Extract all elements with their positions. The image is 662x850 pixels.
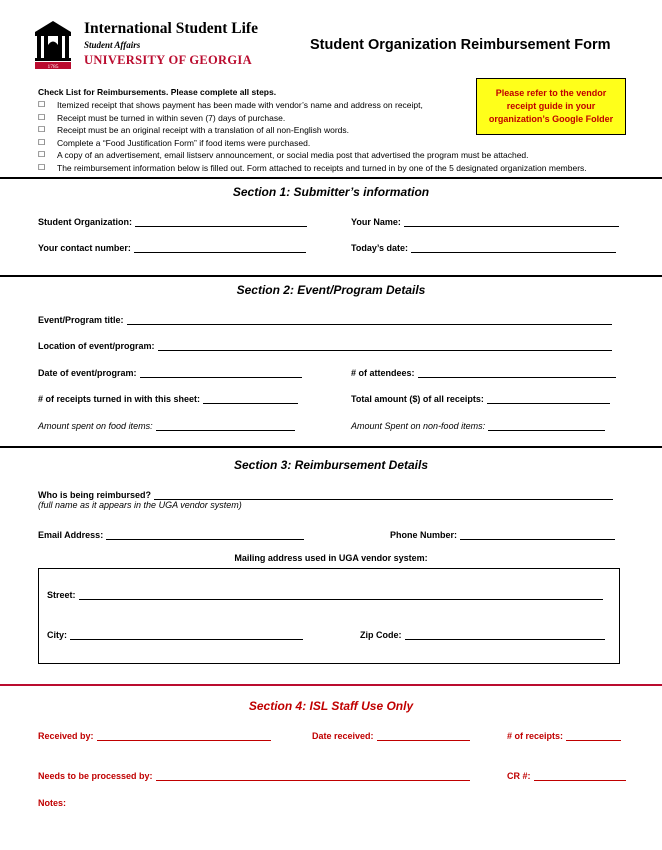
street-line[interactable] bbox=[79, 590, 603, 600]
nonfood-amount-line[interactable] bbox=[488, 421, 605, 431]
checkbox-icon[interactable]: ☐ bbox=[38, 150, 46, 160]
attendees-line[interactable] bbox=[418, 368, 616, 378]
food-amount-field[interactable]: Amount spent on food items: bbox=[38, 417, 295, 431]
event-location-field[interactable]: Location of event/program: bbox=[38, 337, 612, 351]
event-location-line[interactable] bbox=[158, 341, 612, 351]
student-org-line[interactable] bbox=[135, 217, 307, 227]
checklist-item[interactable]: ☐ The reimbursement information below is filled out. Form attached to receipts and turned in by one of the 5 designated organization members. bbox=[38, 162, 587, 173]
event-title-field[interactable]: Event/Program title: bbox=[38, 311, 612, 325]
street-field[interactable]: Street: bbox=[47, 586, 603, 600]
checklist bbox=[38, 99, 587, 175]
date-received-field[interactable]: Date received: bbox=[312, 727, 470, 741]
section-divider bbox=[0, 177, 662, 179]
your-name-line[interactable] bbox=[404, 217, 619, 227]
university-name: UNIVERSITY OF GEORGIA bbox=[84, 53, 252, 67]
student-org-field[interactable]: Student Organization: bbox=[38, 213, 307, 227]
zip-code-field[interactable]: Zip Code: bbox=[360, 626, 605, 640]
logo-year: 1785 bbox=[47, 64, 59, 70]
checkbox-icon[interactable]: ☐ bbox=[38, 162, 46, 172]
org-subtitle: Student Affairs bbox=[84, 40, 141, 50]
section4-title: Section 4: ISL Staff Use Only bbox=[248, 699, 414, 713]
checklist-item[interactable]: ☐ A copy of an advertisement, email listserv announcement, or social media post that advertised the program must be attached. bbox=[38, 150, 529, 161]
your-name-field[interactable]: Your Name: bbox=[351, 213, 619, 227]
food-amount-line[interactable] bbox=[156, 421, 295, 431]
mailing-address-box bbox=[38, 568, 620, 664]
checklist-item[interactable]: ☐ Itemized receipt that shows payment has been made with vendor’s name and address on receipt, bbox=[38, 100, 423, 110]
checkbox-icon[interactable]: ☐ bbox=[38, 137, 46, 147]
checkbox-icon[interactable]: ☐ bbox=[38, 100, 46, 109]
date-received-line[interactable] bbox=[377, 731, 470, 741]
checklist-item[interactable]: ☐ Receipt must be turned in within seven (7) days of purchase. bbox=[38, 112, 286, 123]
checklist-item[interactable]: ☐ Complete a “Food Justification Form” if food items were purchased. bbox=[38, 137, 311, 148]
vendor-guide-notice: Please refer to the vendor receipt guide in your organization’s Google Folder bbox=[476, 78, 626, 135]
process-by-line[interactable] bbox=[156, 771, 470, 781]
section1-title: Section 1: Submitter’s information bbox=[232, 185, 430, 199]
cr-number-field[interactable]: CR #: bbox=[507, 767, 626, 781]
reimbursed-person-field[interactable]: Who is being reimbursed? bbox=[38, 486, 613, 500]
staff-receipts-field[interactable]: # of receipts: bbox=[507, 727, 621, 741]
section-divider-red bbox=[0, 684, 662, 686]
contact-number-line[interactable] bbox=[134, 243, 306, 253]
checklist-heading: Check List for Reimbursements. Please complete all steps. bbox=[38, 87, 277, 97]
event-title-line[interactable] bbox=[127, 315, 612, 325]
section3-title: Section 3: Reimbursement Details bbox=[233, 458, 429, 472]
city-field[interactable]: City: bbox=[47, 626, 303, 640]
cr-number-line[interactable] bbox=[534, 771, 626, 781]
nonfood-amount-field[interactable]: Amount Spent on non-food items: bbox=[351, 417, 605, 431]
org-title: International Student Life bbox=[84, 20, 258, 37]
staff-receipts-line[interactable] bbox=[566, 731, 621, 741]
total-amount-field[interactable]: Total amount ($) of all receipts: bbox=[351, 390, 610, 404]
email-line[interactable] bbox=[106, 530, 304, 540]
attendees-field[interactable]: # of attendees: bbox=[351, 364, 616, 378]
city-line[interactable] bbox=[70, 630, 303, 640]
reimbursed-person-line[interactable] bbox=[154, 490, 613, 500]
checkbox-icon[interactable]: ☐ bbox=[38, 112, 46, 122]
contact-number-field[interactable]: Your contact number: bbox=[38, 239, 306, 253]
todays-date-field[interactable]: Today’s date: bbox=[351, 239, 616, 253]
process-by-field[interactable]: Needs to be processed by: bbox=[38, 767, 470, 781]
event-date-field[interactable]: Date of event/program: bbox=[38, 364, 302, 378]
mailing-address-heading: Mailing address used in UGA vendor system: bbox=[234, 553, 428, 563]
notes-field[interactable]: Notes: bbox=[38, 798, 67, 808]
form-title: Student Organization Reimbursement Form bbox=[310, 37, 611, 53]
receipt-count-line[interactable] bbox=[203, 394, 298, 404]
phone-field[interactable]: Phone Number: bbox=[390, 526, 615, 540]
checkbox-icon[interactable]: ☐ bbox=[38, 125, 46, 135]
uga-arch-logo bbox=[32, 18, 74, 70]
total-amount-line[interactable] bbox=[487, 394, 610, 404]
checklist-item[interactable]: ☐ Receipt must be an original receipt with a translation of all non-English words. bbox=[38, 125, 349, 136]
zip-code-line[interactable] bbox=[405, 630, 605, 640]
received-by-line[interactable] bbox=[97, 731, 271, 741]
received-by-field[interactable]: Received by: bbox=[38, 727, 271, 741]
todays-date-line[interactable] bbox=[411, 243, 616, 253]
receipt-count-field[interactable]: # of receipts turned in with this sheet: bbox=[38, 390, 298, 404]
event-date-line[interactable] bbox=[140, 368, 302, 378]
section-divider bbox=[0, 446, 662, 448]
phone-line[interactable] bbox=[460, 530, 615, 540]
section-divider bbox=[0, 275, 662, 277]
reimbursed-person-note: (full name as it appears in the UGA vendor system) bbox=[38, 500, 242, 510]
email-field[interactable]: Email Address: bbox=[38, 526, 304, 540]
section2-title: Section 2: Event/Program Details bbox=[236, 283, 426, 297]
